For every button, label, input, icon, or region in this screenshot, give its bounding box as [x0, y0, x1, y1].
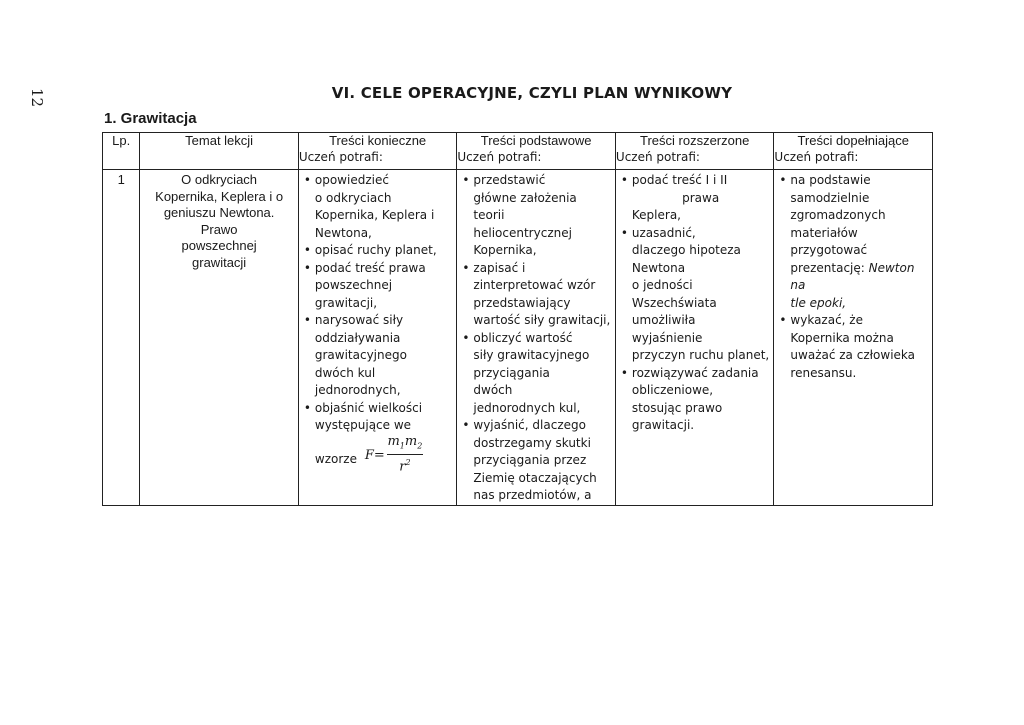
list-item: • objaśnić wielkości występujące we wzorze F= $m_1m_2$ $r^2$ [304, 400, 453, 471]
header-main: Treści rozszerzone [640, 133, 750, 148]
header-lp [103, 133, 140, 170]
header-konieczne [298, 133, 457, 170]
list-item: • zapisać i zinterpretować wzór przedstawiający wartość siły grawitacji, [462, 260, 611, 330]
fraction-bar [387, 454, 423, 455]
header-main: Treści podstawowe [480, 133, 592, 148]
cell-dopelniajace [774, 170, 933, 506]
cell-podstawowe [457, 170, 616, 506]
list-item: • uzasadnić, dlaczego hipoteza Newtona o jedności Wszechświata umożliwiła wyjaśnienie przyczyn ruchu planet, [621, 225, 770, 365]
cell-konieczne [298, 170, 457, 506]
header-sub: Uczeń potrafi: [457, 150, 542, 164]
header-podstawowe [457, 133, 616, 170]
page-title: VI. CELE OPERACYJNE, CZYLI PLAN WYNIKOWY [331, 84, 733, 102]
italic-text: Newton na [790, 260, 915, 292]
list-item: • wykazać, że Kopernika można uważać za człowieka renesansu. [779, 312, 928, 382]
header-dopelniajace [774, 133, 933, 170]
list-item: • przedstawić główne założenia teorii heliocentrycznej Kopernika, [462, 172, 611, 260]
list-item: • podać treść I i II prawa Keplera, [621, 172, 770, 225]
formula-numerator: $m_1m_2$ [387, 433, 423, 451]
list-item: • opowiedzieć o odkryciach Kopernika, Keplera i Newtona, [304, 172, 453, 242]
formula-word: wzorze [314, 452, 357, 466]
page-number: 12 [28, 88, 46, 108]
list-item: • rozwiązywać zadania obliczeniowe, stosując prawo grawitacji. [621, 365, 770, 435]
topic-line: Prawo [200, 221, 238, 237]
header-main: Lp. [112, 133, 131, 148]
header-sub: Uczeń potrafi: [298, 150, 383, 164]
topic-line: geniuszu Newtona. [163, 205, 275, 220]
header-main: Treści dopełniające [797, 133, 909, 148]
header-main: Temat lekcji [185, 133, 254, 148]
list-item: • podać treść prawa powszechnej grawitacji, [304, 260, 453, 313]
topic-line: powszechnej [181, 238, 257, 253]
topic-line: grawitacji [192, 254, 247, 270]
list-item: • obliczyć wartość siły grawitacyjnego przyciągania dwóch jednorodnych kul, [462, 330, 611, 418]
table-header-row [103, 133, 933, 170]
list-item: • na podstawie samodzielnie zgromadzonych materiałów przygotować prezentację: Newton na tle epoki, [779, 172, 928, 312]
header-sub: Uczeń potrafi: [774, 150, 859, 164]
header-rozszerzone [615, 133, 774, 170]
header-sub: Uczeń potrafi: [615, 150, 700, 164]
section-title: 1. Grawitacja [104, 110, 197, 127]
topic-line: O odkryciach [181, 172, 258, 187]
formula-denominator: $r^2$ [399, 458, 411, 475]
topic-line: Kopernika, Keplera i o [155, 188, 284, 204]
cell-lp: 1 [103, 170, 140, 506]
list-item: • wyjaśnić, dlaczego dostrzegamy skutki przyciągania przez Ziemię otaczających nas przedmiotów, a [462, 417, 611, 505]
table-row [103, 170, 933, 506]
formula-lhs: F= [364, 447, 385, 463]
plan-table [102, 132, 933, 506]
formula-fraction [385, 435, 425, 475]
cell-rozszerzone [615, 170, 774, 506]
list-item: • narysować siły oddziaływania grawitacyjnego dwóch kul jednorodnych, [304, 312, 453, 400]
cell-topic [140, 170, 299, 506]
list-item: • opisać ruchy planet, [304, 242, 453, 260]
header-topic [140, 133, 299, 170]
header-main: Treści konieczne [329, 133, 427, 148]
